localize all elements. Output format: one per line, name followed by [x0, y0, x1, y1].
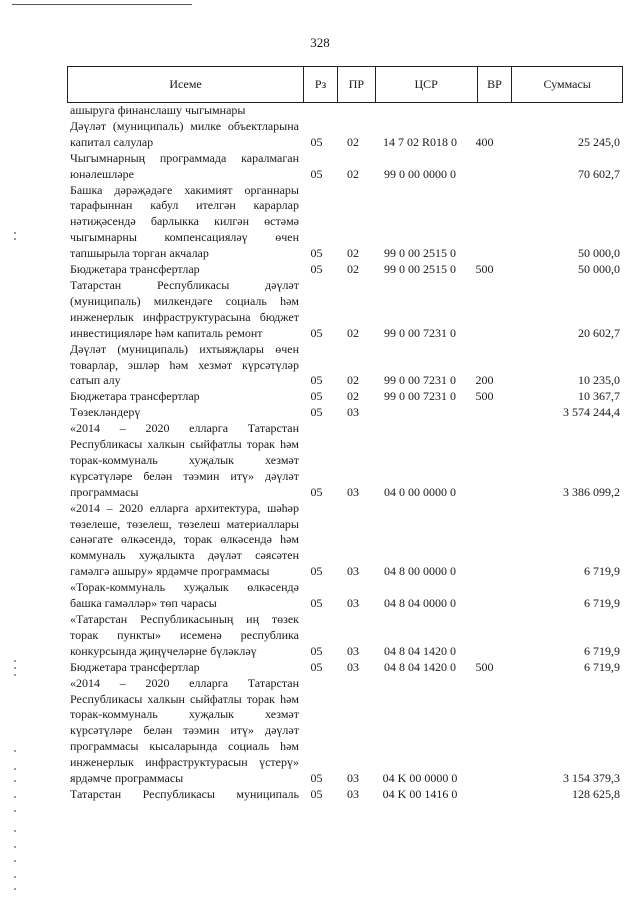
row-csr	[372, 103, 468, 119]
row-vr: 500	[475, 262, 494, 277]
table-row	[70, 612, 620, 660]
row-name: Дәүләт (муниципаль) милке объектларына капитал салулар	[70, 118, 299, 149]
row-sum: 50 000,0	[578, 262, 620, 277]
row-sum: 6 719,9	[584, 659, 620, 674]
row-pr: 03	[347, 659, 359, 674]
row-pr: 02	[347, 373, 359, 388]
row-sum: 3 154 379,3	[563, 771, 620, 786]
row-name: Төзекләндерү	[70, 405, 141, 420]
row-csr: 14 7 02 R018 0	[382, 134, 457, 149]
row-csr	[372, 405, 468, 421]
row-sum: 70 602,7	[578, 166, 620, 181]
row-pr: 02	[347, 134, 359, 149]
row-vr	[468, 421, 501, 501]
row-name: Дәүләт (муниципаль) ихтыяҗлары өчен товарлар, эшләр һәм хезмәт күрсәтүләр сатып алу	[70, 341, 299, 388]
row-vr: 500	[475, 389, 494, 404]
table-header	[67, 66, 623, 103]
row-pr: 03	[347, 771, 359, 786]
row-name: Чыгымнарның программада каралмаган юнәлешләре	[70, 150, 299, 181]
table-body	[70, 103, 620, 803]
row-sum: 6 719,9	[584, 596, 620, 611]
row-sum	[501, 103, 620, 119]
row-name: Бюджетара трансфертлар	[70, 659, 200, 674]
scan-margin-marks	[14, 0, 18, 905]
row-vr: 400	[475, 134, 494, 149]
header-pr: ПР	[338, 67, 376, 102]
row-rz: 05	[310, 166, 323, 181]
table-row	[70, 278, 620, 342]
row-name: Татарстан Республикасы муниципаль	[70, 786, 299, 801]
row-sum: 20 602,7	[578, 325, 620, 340]
row-rz: 05	[310, 134, 323, 149]
row-sum: 10 235,0	[578, 373, 620, 388]
table-row	[70, 183, 620, 263]
row-rz: 05	[310, 596, 323, 611]
row-pr: 02	[347, 262, 359, 277]
row-pr: 03	[347, 405, 359, 420]
row-csr: 99 0 00 2515 0	[384, 246, 456, 261]
row-name: ашыруга финанслашу чыгымнары	[70, 103, 246, 117]
row-sum: 10 367,7	[578, 389, 620, 404]
header-name: Исеме	[68, 67, 304, 102]
row-pr: 03	[347, 786, 359, 801]
row-rz	[299, 103, 334, 119]
top-rule	[12, 4, 192, 5]
row-name: «2014 – 2020 елларга Татарстан Республикасы халкын сыйфатлы торак һәм торак-коммуналь хуҗалык хезмәт күрсәтүләре белән тәэмин итү» дәүләт программасы кысаларында социаль һәм инженерлык инфраструктурасын үстерү» ярдәмче программасы	[70, 675, 299, 786]
header-csr: ЦСР	[376, 67, 478, 102]
row-pr: 02	[347, 389, 359, 404]
header-vr: ВР	[478, 67, 513, 102]
row-csr: 99 0 00 7231 0	[384, 325, 456, 340]
row-sum: 6 719,9	[584, 643, 620, 658]
row-csr: 04 8 04 1420 0	[384, 643, 456, 658]
row-sum: 3 386 099,2	[563, 484, 620, 499]
row-csr: 99 0 00 7231 0	[384, 373, 456, 388]
row-vr: 500	[475, 659, 494, 674]
row-sum: 25 245,0	[578, 134, 620, 149]
table-row	[70, 421, 620, 501]
table-row	[70, 405, 620, 421]
row-rz: 05	[310, 564, 323, 579]
table-row	[70, 342, 620, 390]
row-csr: 04 8 04 1420 0	[384, 659, 456, 674]
row-name: «Торак-коммуналь хуҗалык өлкәсендә башка гамәлләр» төп чарасы	[70, 580, 299, 611]
row-name: Бюджетара трансфертлар	[70, 389, 200, 404]
row-pr	[334, 103, 372, 119]
row-rz: 05	[310, 643, 323, 658]
row-csr: 04 K 00 1416 0	[382, 786, 458, 801]
row-rz: 05	[310, 389, 323, 404]
row-pr: 03	[347, 596, 359, 611]
row-sum: 50 000,0	[578, 246, 620, 261]
table-row	[70, 660, 620, 676]
row-vr	[468, 103, 501, 119]
row-rz: 05	[310, 786, 323, 801]
row-vr	[468, 151, 501, 183]
row-pr: 03	[347, 643, 359, 658]
row-csr: 99 0 00 7231 0	[384, 389, 456, 404]
row-rz: 05	[310, 771, 323, 786]
row-rz: 05	[310, 484, 323, 499]
row-name: «2014 – 2020 елларга Татарстан Республикасы халкын сыйфатлы торак һәм торак-коммуналь хуҗалык хезмәт күрсәтүләре белән тәэмин итү» дәүләт программасы	[70, 421, 299, 499]
table-row	[70, 103, 620, 119]
row-name: «2014 – 2020 елларга архитектура, шәһәр төзелеше, төзелеш, төзелеш материаллары сәнәгате өлкәсендә, торак өлкәсендә һәм коммуналь хуҗалыкта дәүләт сәясәтен гамәлгә ашыру» ярдәмче программасы	[70, 500, 299, 579]
row-name: Башка дәрәҗәдәге хакимият органнары тарафыннан кабул ителгән карарлар нәтиҗәсендә барлыкка килгән өстәмә чыгымнарны компенсацияләү өчен тапшырыла торган акчалар	[70, 182, 299, 261]
row-pr: 02	[347, 246, 359, 261]
table-row	[70, 389, 620, 405]
table-row	[70, 119, 620, 151]
table-row	[70, 501, 620, 581]
row-vr: 200	[475, 373, 494, 388]
row-pr: 03	[347, 564, 359, 579]
row-pr: 02	[347, 166, 359, 181]
header-sum: Суммасы	[543, 77, 591, 91]
row-rz: 05	[310, 325, 323, 340]
table-row	[70, 580, 620, 612]
row-csr: 04 K 00 0000 0	[382, 771, 458, 786]
row-rz: 05	[310, 373, 323, 388]
row-rz: 05	[310, 405, 323, 420]
row-vr	[468, 278, 501, 342]
row-vr	[468, 580, 501, 612]
row-vr	[468, 501, 501, 581]
row-pr: 03	[347, 484, 359, 499]
row-rz: 05	[310, 262, 323, 277]
row-pr: 02	[347, 325, 359, 340]
table-row	[70, 787, 620, 803]
row-vr	[468, 405, 501, 421]
table-row	[70, 262, 620, 278]
row-csr: 99 0 00 2515 0	[384, 262, 456, 277]
row-sum: 128 625,8	[572, 786, 620, 801]
row-csr: 04 0 00 0000 0	[384, 484, 456, 499]
row-sum: 6 719,9	[584, 564, 620, 579]
row-rz: 05	[310, 659, 323, 674]
row-rz: 05	[310, 246, 323, 261]
row-csr: 04 8 04 0000 0	[384, 596, 456, 611]
row-name: Бюджетара трансфертлар	[70, 262, 200, 277]
row-csr: 99 0 00 0000 0	[384, 166, 456, 181]
row-vr	[468, 183, 501, 263]
row-vr	[468, 787, 501, 803]
row-name: «Татарстан Республикасының иң төзек торак пункты» исеменә республика конкурсында җиңүчеләрне бүләкләү	[70, 612, 299, 658]
header-rz: Рз	[304, 67, 338, 102]
row-vr	[468, 676, 501, 787]
table-row	[70, 676, 620, 787]
row-csr: 04 8 00 0000 0	[384, 564, 456, 579]
row-sum: 3 574 244,4	[563, 405, 620, 420]
row-name: Татарстан Республикасы дәүләт (муниципаль) милкендәге социаль һәм инженерлык инфраструктурасына бюджет инвестицияләре һәм капиталь ремонт	[70, 277, 299, 340]
page-number: 328	[310, 35, 330, 50]
table-row	[70, 151, 620, 183]
row-vr	[468, 612, 501, 660]
